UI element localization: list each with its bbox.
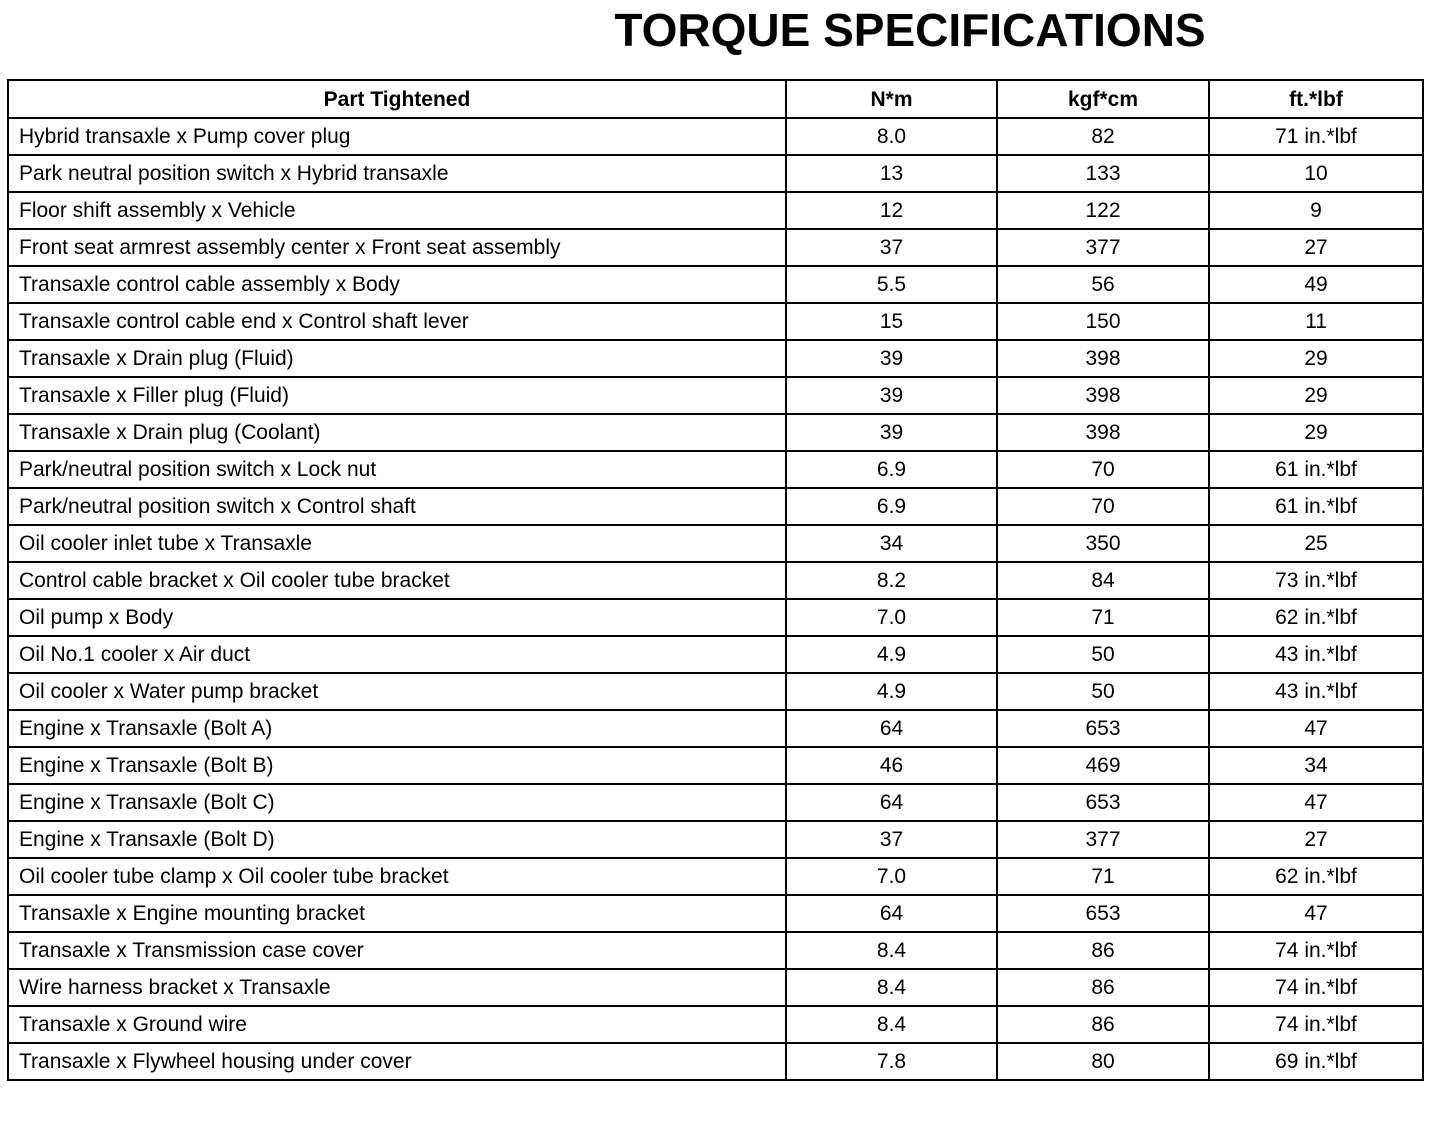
table-row <box>8 414 1423 451</box>
part-cell: Transaxle x Engine mounting bracket <box>8 895 786 932</box>
part-cell: Oil cooler inlet tube x Transaxle <box>8 525 786 562</box>
nm-cell: 6.9 <box>786 451 997 488</box>
table-row <box>8 784 1423 821</box>
nm-cell: 4.9 <box>786 636 997 673</box>
kgf-cm-cell: 80 <box>997 1043 1209 1080</box>
nm-cell: 8.4 <box>786 932 997 969</box>
kgf-cm-cell: 653 <box>997 784 1209 821</box>
part-cell: Front seat armrest assembly center x Front seat assembly <box>8 229 786 266</box>
kgf-cm-cell: 653 <box>997 895 1209 932</box>
ft-lbf-cell: 74 in.*lbf <box>1209 969 1423 1006</box>
kgf-cm-cell: 653 <box>997 710 1209 747</box>
kgf-cm-cell: 71 <box>997 858 1209 895</box>
part-cell: Oil pump x Body <box>8 599 786 636</box>
ft-lbf-cell: 47 <box>1209 710 1423 747</box>
nm-cell: 64 <box>786 710 997 747</box>
table-row <box>8 488 1423 525</box>
table-row <box>8 266 1423 303</box>
nm-cell: 13 <box>786 155 997 192</box>
part-cell: Engine x Transaxle (Bolt A) <box>8 710 786 747</box>
nm-cell: 7.0 <box>786 599 997 636</box>
part-cell: Transaxle x Flywheel housing under cover <box>8 1043 786 1080</box>
part-cell: Engine x Transaxle (Bolt D) <box>8 821 786 858</box>
part-cell: Oil No.1 cooler x Air duct <box>8 636 786 673</box>
ft-lbf-cell: 25 <box>1209 525 1423 562</box>
ft-lbf-cell: 27 <box>1209 229 1423 266</box>
kgf-cm-cell: 377 <box>997 229 1209 266</box>
kgf-cm-cell: 50 <box>997 673 1209 710</box>
kgf-cm-cell: 56 <box>997 266 1209 303</box>
part-cell: Transaxle x Transmission case cover <box>8 932 786 969</box>
part-cell: Transaxle x Ground wire <box>8 1006 786 1043</box>
kgf-cm-cell: 70 <box>997 488 1209 525</box>
ft-lbf-cell: 47 <box>1209 784 1423 821</box>
part-cell: Transaxle control cable end x Control shaft lever <box>8 303 786 340</box>
table-row <box>8 229 1423 266</box>
part-cell: Engine x Transaxle (Bolt B) <box>8 747 786 784</box>
table-row <box>8 155 1423 192</box>
nm-cell: 7.0 <box>786 858 997 895</box>
table-row <box>8 895 1423 932</box>
kgf-cm-cell: 86 <box>997 932 1209 969</box>
table-row <box>8 858 1423 895</box>
kgf-cm-cell: 398 <box>997 340 1209 377</box>
part-cell: Park neutral position switch x Hybrid transaxle <box>8 155 786 192</box>
ft-lbf-cell: 9 <box>1209 192 1423 229</box>
kgf-cm-cell: 469 <box>997 747 1209 784</box>
table-row <box>8 1006 1423 1043</box>
part-cell: Floor shift assembly x Vehicle <box>8 192 786 229</box>
ft-lbf-cell: 43 in.*lbf <box>1209 673 1423 710</box>
ft-lbf-cell: 61 in.*lbf <box>1209 451 1423 488</box>
table-row <box>8 192 1423 229</box>
nm-cell: 7.8 <box>786 1043 997 1080</box>
part-cell: Park/neutral position switch x Control shaft <box>8 488 786 525</box>
nm-cell: 64 <box>786 895 997 932</box>
nm-cell: 64 <box>786 784 997 821</box>
table-row <box>8 303 1423 340</box>
part-cell: Transaxle x Drain plug (Fluid) <box>8 340 786 377</box>
nm-cell: 12 <box>786 192 997 229</box>
ft-lbf-cell: 74 in.*lbf <box>1209 932 1423 969</box>
kgf-cm-cell: 86 <box>997 1006 1209 1043</box>
kgf-cm-cell: 133 <box>997 155 1209 192</box>
table-header-row <box>8 80 1423 118</box>
part-cell: Park/neutral position switch x Lock nut <box>8 451 786 488</box>
table-row <box>8 562 1423 599</box>
part-cell: Oil cooler tube clamp x Oil cooler tube bracket <box>8 858 786 895</box>
nm-cell: 39 <box>786 414 997 451</box>
part-cell: Transaxle x Filler plug (Fluid) <box>8 377 786 414</box>
table-row <box>8 710 1423 747</box>
ft-lbf-cell: 62 in.*lbf <box>1209 858 1423 895</box>
ft-lbf-cell: 29 <box>1209 414 1423 451</box>
table-row <box>8 636 1423 673</box>
part-cell: Transaxle x Drain plug (Coolant) <box>8 414 786 451</box>
ft-lbf-cell: 62 in.*lbf <box>1209 599 1423 636</box>
kgf-cm-cell: 398 <box>997 414 1209 451</box>
part-cell: Control cable bracket x Oil cooler tube bracket <box>8 562 786 599</box>
table-row <box>8 821 1423 858</box>
nm-cell: 39 <box>786 340 997 377</box>
kgf-cm-cell: 398 <box>997 377 1209 414</box>
nm-cell: 37 <box>786 229 997 266</box>
table-body <box>8 118 1423 1080</box>
ft-lbf-cell: 27 <box>1209 821 1423 858</box>
table-row <box>8 969 1423 1006</box>
nm-cell: 8.0 <box>786 118 997 155</box>
table-row <box>8 451 1423 488</box>
ft-lbf-cell: 61 in.*lbf <box>1209 488 1423 525</box>
torque-spec-table <box>7 79 1424 1081</box>
part-cell: Wire harness bracket x Transaxle <box>8 969 786 1006</box>
ft-lbf-cell: 43 in.*lbf <box>1209 636 1423 673</box>
nm-cell: 37 <box>786 821 997 858</box>
table-row <box>8 118 1423 155</box>
nm-cell: 39 <box>786 377 997 414</box>
column-header-kgf-cm: kgf*cm <box>997 80 1209 118</box>
ft-lbf-cell: 11 <box>1209 303 1423 340</box>
ft-lbf-cell: 69 in.*lbf <box>1209 1043 1423 1080</box>
ft-lbf-cell: 29 <box>1209 340 1423 377</box>
kgf-cm-cell: 377 <box>997 821 1209 858</box>
nm-cell: 34 <box>786 525 997 562</box>
table-row <box>8 673 1423 710</box>
part-cell: Engine x Transaxle (Bolt C) <box>8 784 786 821</box>
kgf-cm-cell: 122 <box>997 192 1209 229</box>
kgf-cm-cell: 150 <box>997 303 1209 340</box>
ft-lbf-cell: 29 <box>1209 377 1423 414</box>
nm-cell: 8.2 <box>786 562 997 599</box>
part-cell: Oil cooler x Water pump bracket <box>8 673 786 710</box>
ft-lbf-cell: 47 <box>1209 895 1423 932</box>
kgf-cm-cell: 71 <box>997 599 1209 636</box>
nm-cell: 4.9 <box>786 673 997 710</box>
nm-cell: 8.4 <box>786 1006 997 1043</box>
ft-lbf-cell: 34 <box>1209 747 1423 784</box>
table-row <box>8 932 1423 969</box>
column-header-nm: N*m <box>786 80 997 118</box>
part-cell: Transaxle control cable assembly x Body <box>8 266 786 303</box>
table-row <box>8 599 1423 636</box>
kgf-cm-cell: 86 <box>997 969 1209 1006</box>
column-header-ft-lbf: ft.*lbf <box>1209 80 1423 118</box>
nm-cell: 5.5 <box>786 266 997 303</box>
kgf-cm-cell: 84 <box>997 562 1209 599</box>
table-row <box>8 747 1423 784</box>
table-row <box>8 340 1423 377</box>
kgf-cm-cell: 50 <box>997 636 1209 673</box>
kgf-cm-cell: 70 <box>997 451 1209 488</box>
ft-lbf-cell: 73 in.*lbf <box>1209 562 1423 599</box>
nm-cell: 46 <box>786 747 997 784</box>
nm-cell: 15 <box>786 303 997 340</box>
page-title: TORQUE SPECIFICATIONS <box>614 4 1206 56</box>
ft-lbf-cell: 71 in.*lbf <box>1209 118 1423 155</box>
ft-lbf-cell: 10 <box>1209 155 1423 192</box>
ft-lbf-cell: 49 <box>1209 266 1423 303</box>
table-row <box>8 525 1423 562</box>
part-cell: Hybrid transaxle x Pump cover plug <box>8 118 786 155</box>
nm-cell: 6.9 <box>786 488 997 525</box>
column-header-part: Part Tightened <box>8 80 786 118</box>
kgf-cm-cell: 82 <box>997 118 1209 155</box>
table-row <box>8 1043 1423 1080</box>
ft-lbf-cell: 74 in.*lbf <box>1209 1006 1423 1043</box>
kgf-cm-cell: 350 <box>997 525 1209 562</box>
nm-cell: 8.4 <box>786 969 997 1006</box>
table-row <box>8 377 1423 414</box>
